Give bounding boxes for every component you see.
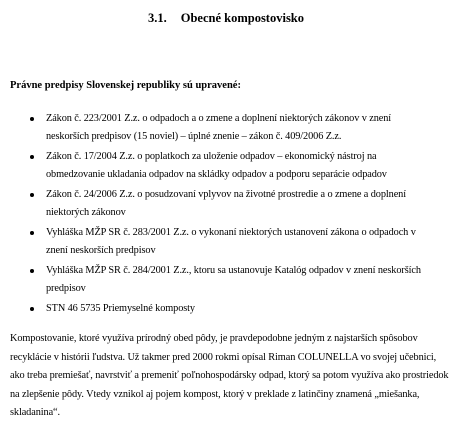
bullet-icon bbox=[30, 193, 34, 197]
bullet-icon bbox=[30, 155, 34, 159]
list-item bbox=[0, 262, 452, 298]
list-item-text: Zákon č. 223/2001 Z.z. o odpadoch a o zmene a doplnení niektorých zákonov v znení neskorších predpisov (15 noviel) – úplné znenie – zákon č. 409/2006 Z.z. bbox=[46, 113, 392, 142]
list-item-text: Zákon č. 24/2006 Z.z. o posudzovaní vplyvov na životné prostredie a o zmene a doplnení niektorých zákonov bbox=[46, 189, 406, 218]
bullet-icon bbox=[30, 307, 34, 311]
legislation-list bbox=[0, 110, 452, 320]
list-item bbox=[0, 186, 452, 222]
section-title: Obecné kompostovisko bbox=[180, 11, 305, 25]
list-item-text: Zákon č. 17/2004 Z.z. o poplatkoch za uloženie odpadov – ekonomický nástroj na obmedzovanie ukladania odpadov na skládky odpadov a podporu separácie odpadov bbox=[46, 151, 387, 180]
list-item bbox=[0, 148, 452, 184]
list-item bbox=[0, 110, 452, 146]
section-number: 3.1. bbox=[147, 11, 167, 25]
section-heading bbox=[0, 10, 452, 26]
list-item-text: STN 46 5735 Priemyselné komposty bbox=[46, 303, 195, 314]
body-paragraph: Kompostovanie, ktoré využíva prírodný obed pôdy, je pravdepodobne jedným z najstarších spôsobov recyklácie v histórii ľudstva. Už takmer pred 2000 rokmi opísal Riman COLUNELLA vo svojej učebnici, ako treba premiešať, navrstviť a premeniť poľnohospodársky odpad, ktorý sa potom využíva ako prostriedok na zlepšenie pôdy. Vtedy vznikol aj pojem kompost, ktorý v preklade z latinčiny znamená „miešanka, skladanina“. bbox=[10, 333, 449, 418]
intro-text: Právne predpisy Slovenskej republiky sú upravené: bbox=[10, 80, 241, 91]
bullet-icon bbox=[30, 231, 34, 235]
list-item-text: Vyhláška MŽP SR č. 283/2001 Z.z. o vykonaní niektorých ustanovení zákona o odpadoch v znení neskorších predpisov bbox=[46, 227, 416, 256]
list-item-text: Vyhláška MŽP SR č. 284/2001 Z.z., ktoru sa ustanovuje Katalóg odpadov v znení neskorších predpisov bbox=[46, 265, 421, 294]
list-item bbox=[0, 300, 452, 318]
bullet-icon bbox=[30, 269, 34, 273]
list-item bbox=[0, 224, 452, 260]
bullet-icon bbox=[30, 117, 34, 121]
